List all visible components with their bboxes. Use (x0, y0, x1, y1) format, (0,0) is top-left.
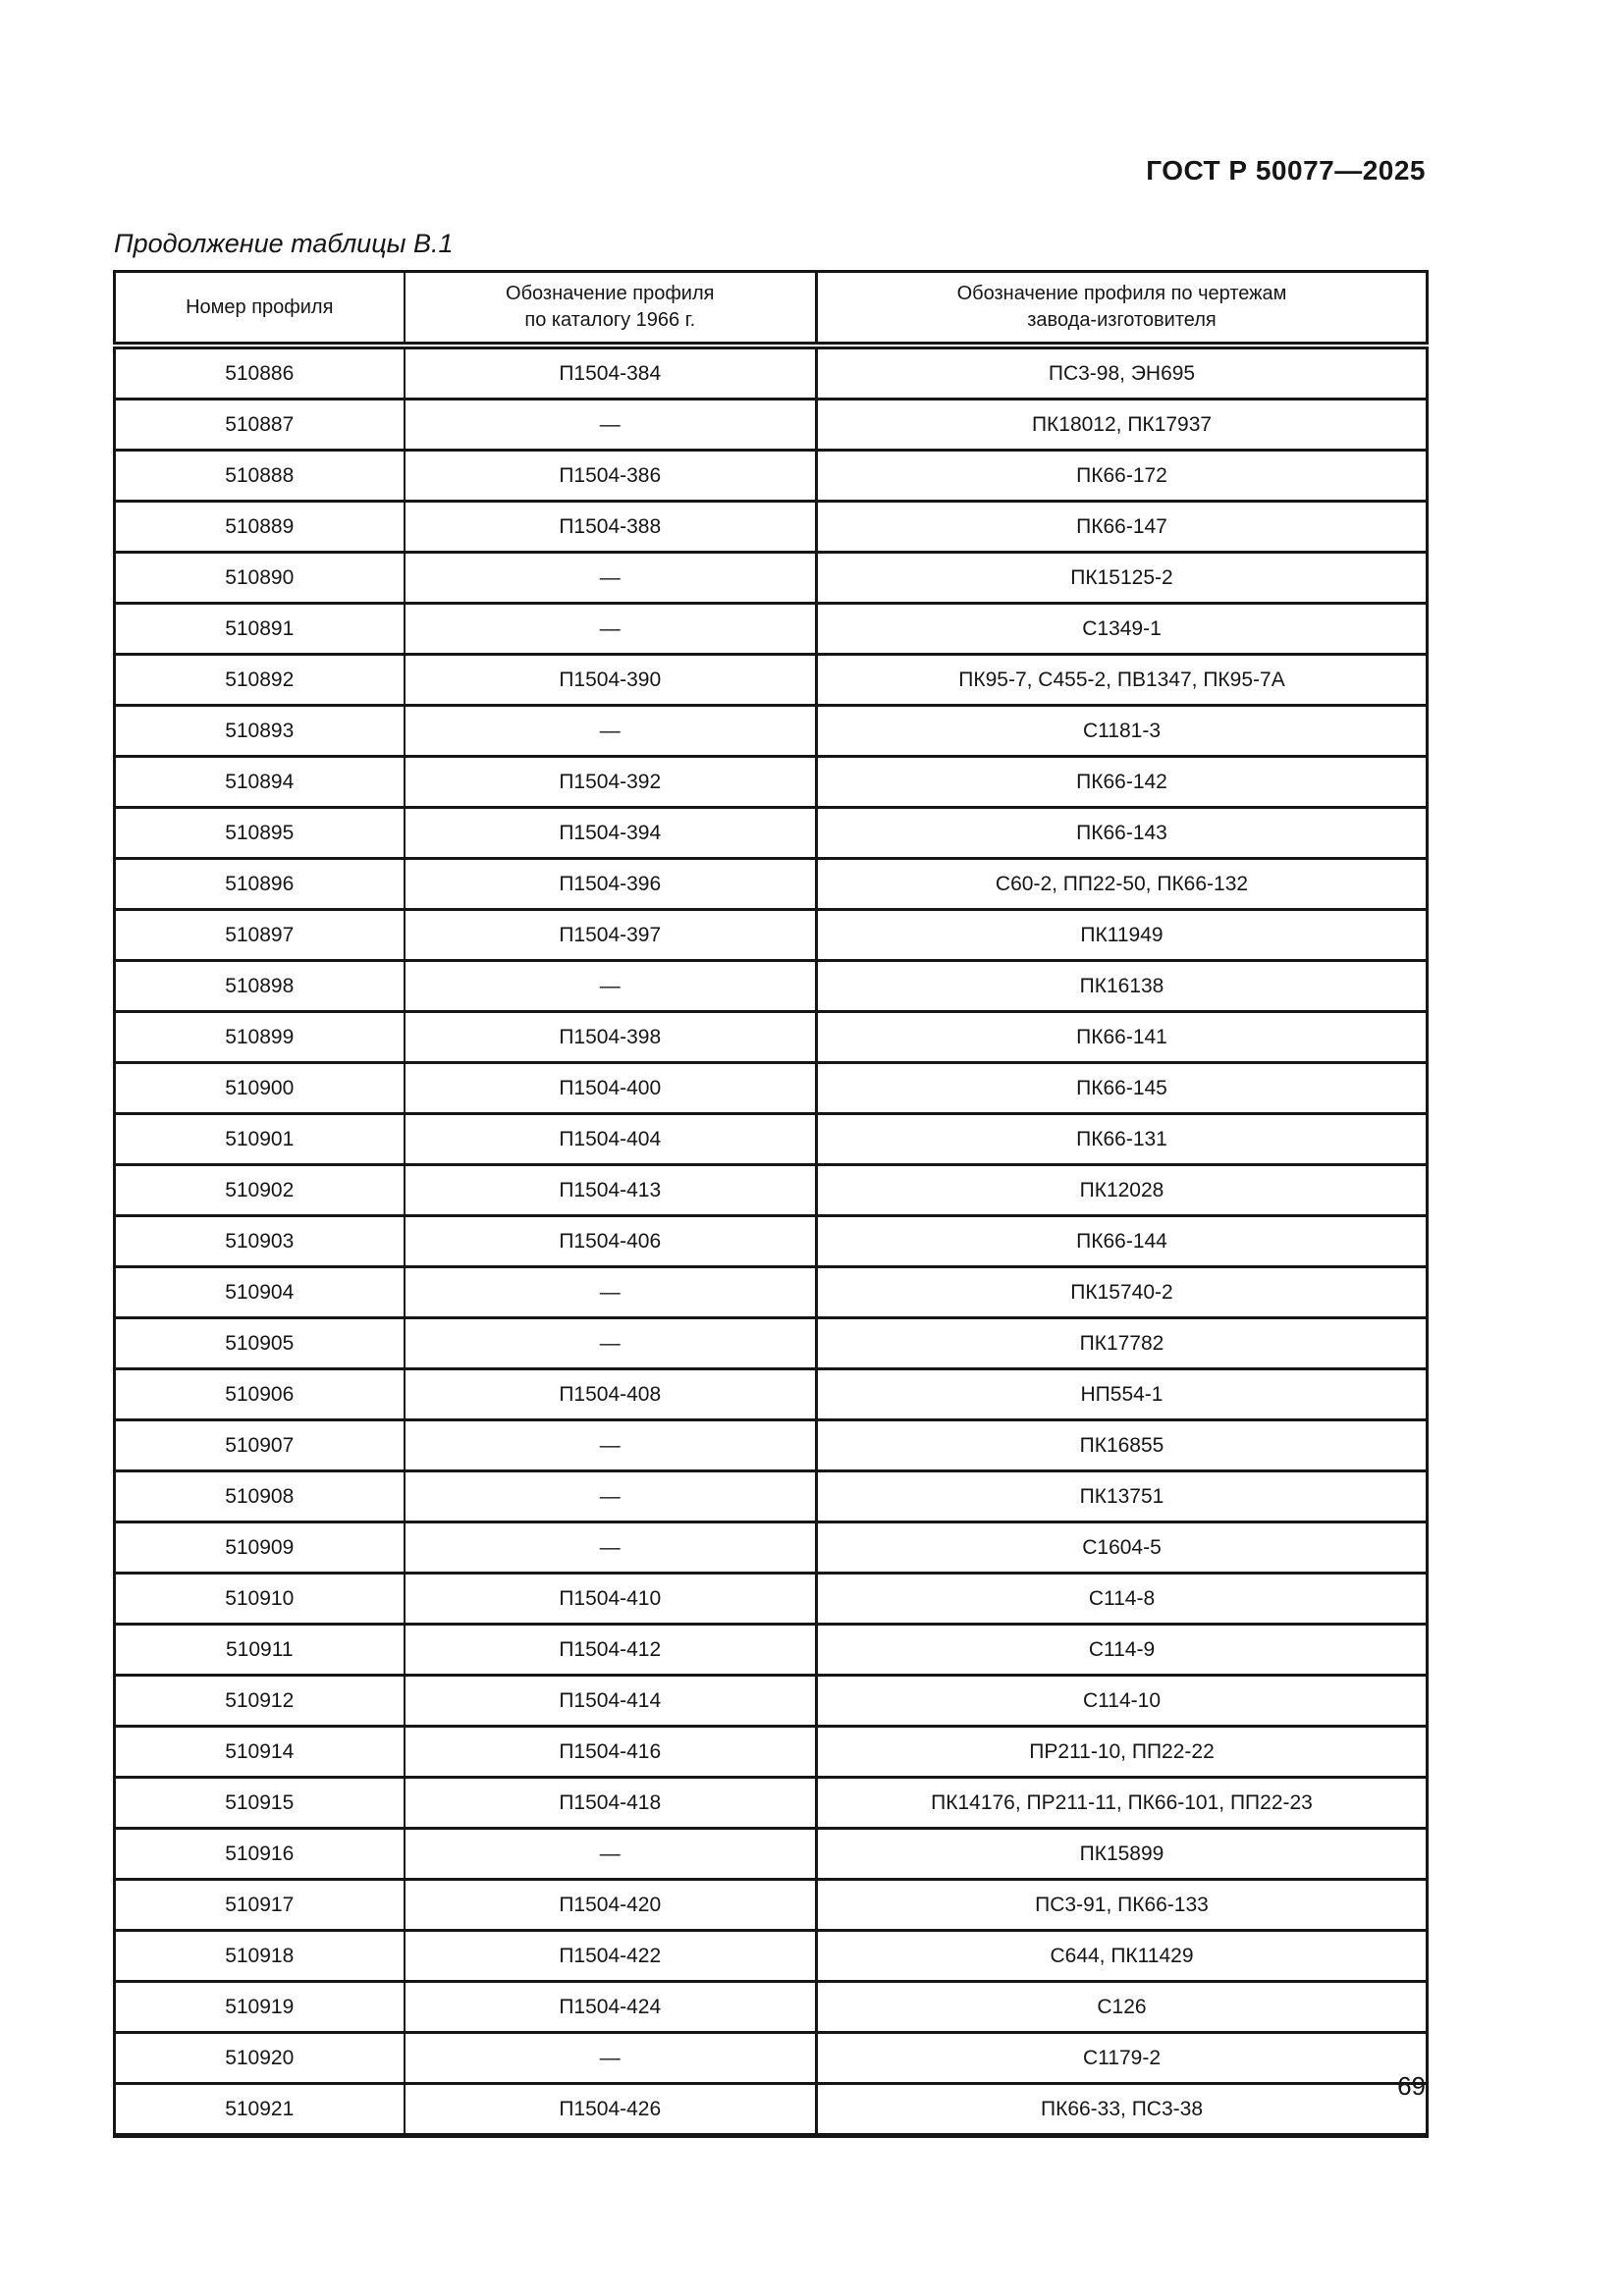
table-head (115, 272, 1428, 347)
factory-drawing-cell: С644, ПК11429 (817, 1931, 1428, 1982)
table-row (115, 1369, 1428, 1420)
factory-drawing-cell: ПК13751 (817, 1471, 1428, 1522)
catalog-1966-cell: — (405, 706, 817, 757)
catalog-1966-cell: П1504-392 (405, 757, 817, 808)
profile-number-cell: 510915 (115, 1778, 405, 1829)
table-row (115, 961, 1428, 1012)
profile-number-cell: 510891 (115, 604, 405, 655)
table-row (115, 502, 1428, 553)
catalog-1966-cell: П1504-418 (405, 1778, 817, 1829)
catalog-1966-cell: — (405, 553, 817, 604)
catalog-1966-cell: П1504-410 (405, 1574, 817, 1625)
factory-drawing-cell: ПК66-143 (817, 808, 1428, 859)
catalog-1966-cell: П1504-413 (405, 1165, 817, 1216)
factory-drawing-cell: ПК66-172 (817, 451, 1428, 502)
catalog-1966-cell: П1504-426 (405, 2084, 817, 2136)
profile-number-cell: 510894 (115, 757, 405, 808)
factory-drawing-cell: ПК14176, ПР211-11, ПК66-101, ПП22-23 (817, 1778, 1428, 1829)
profile-number-cell: 510916 (115, 1829, 405, 1880)
factory-drawing-cell: ПК16138 (817, 961, 1428, 1012)
catalog-1966-cell: П1504-404 (405, 1114, 817, 1165)
profile-number-cell: 510888 (115, 451, 405, 502)
profile-number-cell: 510921 (115, 2084, 405, 2136)
table-row (115, 2033, 1428, 2084)
table-row (115, 1165, 1428, 1216)
factory-drawing-cell: ПК17782 (817, 1318, 1428, 1369)
profile-number-cell: 510897 (115, 910, 405, 961)
table-row (115, 910, 1428, 961)
factory-drawing-cell: ПК66-131 (817, 1114, 1428, 1165)
table-row (115, 1676, 1428, 1727)
profile-number-cell: 510896 (115, 859, 405, 910)
profile-number-cell: 510917 (115, 1880, 405, 1931)
table-row (115, 1267, 1428, 1318)
profile-number-cell: 510889 (115, 502, 405, 553)
catalog-1966-cell: П1504-422 (405, 1931, 817, 1982)
factory-drawing-cell: ПК15899 (817, 1829, 1428, 1880)
table-row (115, 604, 1428, 655)
table-row (115, 1625, 1428, 1676)
document-header: ГОСТ Р 50077—2025 (1146, 155, 1426, 186)
column-header-factory-drawings (817, 272, 1428, 347)
profile-number-cell: 510912 (115, 1676, 405, 1727)
catalog-1966-cell: П1504-396 (405, 859, 817, 910)
column-header-profile-number (115, 272, 405, 347)
profile-number-cell: 510895 (115, 808, 405, 859)
factory-drawing-cell: ПК66-145 (817, 1063, 1428, 1114)
catalog-1966-cell: П1504-388 (405, 502, 817, 553)
table-row (115, 1778, 1428, 1829)
profile-number-cell: 510890 (115, 553, 405, 604)
factory-drawing-cell: ПС3-91, ПК66-133 (817, 1880, 1428, 1931)
profile-number-cell: 510904 (115, 1267, 405, 1318)
profile-number-cell: 510919 (115, 1982, 405, 2033)
table-row (115, 2084, 1428, 2136)
catalog-1966-cell: П1504-394 (405, 808, 817, 859)
factory-drawing-cell: ПК66-141 (817, 1012, 1428, 1063)
factory-drawing-cell: ПК12028 (817, 1165, 1428, 1216)
catalog-1966-cell: П1504-397 (405, 910, 817, 961)
table-row (115, 1420, 1428, 1471)
profile-number-cell: 510907 (115, 1420, 405, 1471)
table-body (115, 346, 1428, 2136)
table-row (115, 451, 1428, 502)
profile-number-cell: 510910 (115, 1574, 405, 1625)
catalog-1966-cell: П1504-424 (405, 1982, 817, 2033)
catalog-1966-cell: П1504-400 (405, 1063, 817, 1114)
profile-number-cell: 510899 (115, 1012, 405, 1063)
factory-drawing-cell: ПК11949 (817, 910, 1428, 961)
factory-drawing-cell: ПК66-144 (817, 1216, 1428, 1267)
factory-drawing-cell: НП554-1 (817, 1369, 1428, 1420)
table-row (115, 1574, 1428, 1625)
table-row (115, 1318, 1428, 1369)
catalog-1966-cell: — (405, 1471, 817, 1522)
column-header-line: завода-изготовителя (1027, 309, 1217, 331)
table-row (115, 655, 1428, 706)
table-row (115, 1727, 1428, 1778)
catalog-1966-cell: П1504-408 (405, 1369, 817, 1420)
table-row (115, 1522, 1428, 1574)
profile-number-cell: 510908 (115, 1471, 405, 1522)
profile-number-cell: 510909 (115, 1522, 405, 1574)
profile-number-cell: 510898 (115, 961, 405, 1012)
factory-drawing-cell: С1604-5 (817, 1522, 1428, 1574)
catalog-1966-cell: — (405, 1522, 817, 1574)
catalog-1966-cell: П1504-386 (405, 451, 817, 502)
factory-drawing-cell: ПК66-33, ПС3-38 (817, 2084, 1428, 2136)
header-row (115, 272, 1428, 347)
factory-drawing-cell: ПК16855 (817, 1420, 1428, 1471)
profile-number-cell: 510893 (115, 706, 405, 757)
table-row (115, 1012, 1428, 1063)
catalog-1966-cell: — (405, 400, 817, 451)
factory-drawing-cell: ПК95-7, С455-2, ПВ1347, ПК95-7А (817, 655, 1428, 706)
factory-drawing-cell: ПК66-142 (817, 757, 1428, 808)
profile-number-cell: 510886 (115, 346, 405, 400)
catalog-1966-cell: — (405, 2033, 817, 2084)
profile-number-cell: 510892 (115, 655, 405, 706)
table-row (115, 1216, 1428, 1267)
table-row (115, 859, 1428, 910)
factory-drawing-cell: ПК66-147 (817, 502, 1428, 553)
profile-number-cell: 510901 (115, 1114, 405, 1165)
profile-number-cell: 510914 (115, 1727, 405, 1778)
catalog-1966-cell: П1504-398 (405, 1012, 817, 1063)
catalog-1966-cell: — (405, 961, 817, 1012)
table-row (115, 1931, 1428, 1982)
profile-number-cell: 510920 (115, 2033, 405, 2084)
table-row (115, 346, 1428, 400)
profile-table (113, 270, 1429, 2138)
profile-number-cell: 510905 (115, 1318, 405, 1369)
factory-drawing-cell: ПС3-98, ЭН695 (817, 346, 1428, 400)
factory-drawing-cell: С1179-2 (817, 2033, 1428, 2084)
table-row (115, 1114, 1428, 1165)
profile-number-cell: 510902 (115, 1165, 405, 1216)
factory-drawing-cell: ПР211-10, ПП22-22 (817, 1727, 1428, 1778)
factory-drawing-cell: ПК15125-2 (817, 553, 1428, 604)
table-caption: Продолжение таблицы В.1 (114, 229, 454, 258)
profile-number-cell: 510918 (115, 1931, 405, 1982)
factory-drawing-cell: С1349-1 (817, 604, 1428, 655)
factory-drawing-cell: С114-8 (817, 1574, 1428, 1625)
factory-drawing-cell: ПК18012, ПК17937 (817, 400, 1428, 451)
catalog-1966-cell: П1504-420 (405, 1880, 817, 1931)
table-row (115, 553, 1428, 604)
factory-drawing-cell: С114-9 (817, 1625, 1428, 1676)
profile-number-cell: 510903 (115, 1216, 405, 1267)
column-header-catalog-1966 (405, 272, 817, 347)
table-row (115, 808, 1428, 859)
factory-drawing-cell: С114-10 (817, 1676, 1428, 1727)
factory-drawing-cell: С1181-3 (817, 706, 1428, 757)
column-header-line: по каталогу 1966 г. (524, 309, 696, 331)
catalog-1966-cell: П1504-412 (405, 1625, 817, 1676)
column-header-line: Номер профиля (186, 295, 334, 318)
catalog-1966-cell: П1504-416 (405, 1727, 817, 1778)
table-row (115, 757, 1428, 808)
page-number: 69 (1397, 2071, 1426, 2101)
factory-drawing-cell: С126 (817, 1982, 1428, 2033)
profile-number-cell: 510900 (115, 1063, 405, 1114)
column-header-line: Обозначение профиля по чертежам (956, 283, 1287, 304)
profile-number-cell: 510911 (115, 1625, 405, 1676)
table-row (115, 400, 1428, 451)
catalog-1966-cell: — (405, 1318, 817, 1369)
table-row (115, 1880, 1428, 1931)
profile-number-cell: 510906 (115, 1369, 405, 1420)
profile-number-cell: 510887 (115, 400, 405, 451)
table-row (115, 1829, 1428, 1880)
catalog-1966-cell: П1504-390 (405, 655, 817, 706)
catalog-1966-cell: — (405, 1829, 817, 1880)
table-row (115, 1982, 1428, 2033)
column-header-line: Обозначение профиля (506, 283, 715, 304)
table-row (115, 706, 1428, 757)
catalog-1966-cell: — (405, 1420, 817, 1471)
catalog-1966-cell: — (405, 604, 817, 655)
catalog-1966-cell: П1504-406 (405, 1216, 817, 1267)
catalog-1966-cell: П1504-414 (405, 1676, 817, 1727)
catalog-1966-cell: — (405, 1267, 817, 1318)
table-row (115, 1063, 1428, 1114)
factory-drawing-cell: С60-2, ПП22-50, ПК66-132 (817, 859, 1428, 910)
factory-drawing-cell: ПК15740-2 (817, 1267, 1428, 1318)
catalog-1966-cell: П1504-384 (405, 346, 817, 400)
table-row (115, 1471, 1428, 1522)
